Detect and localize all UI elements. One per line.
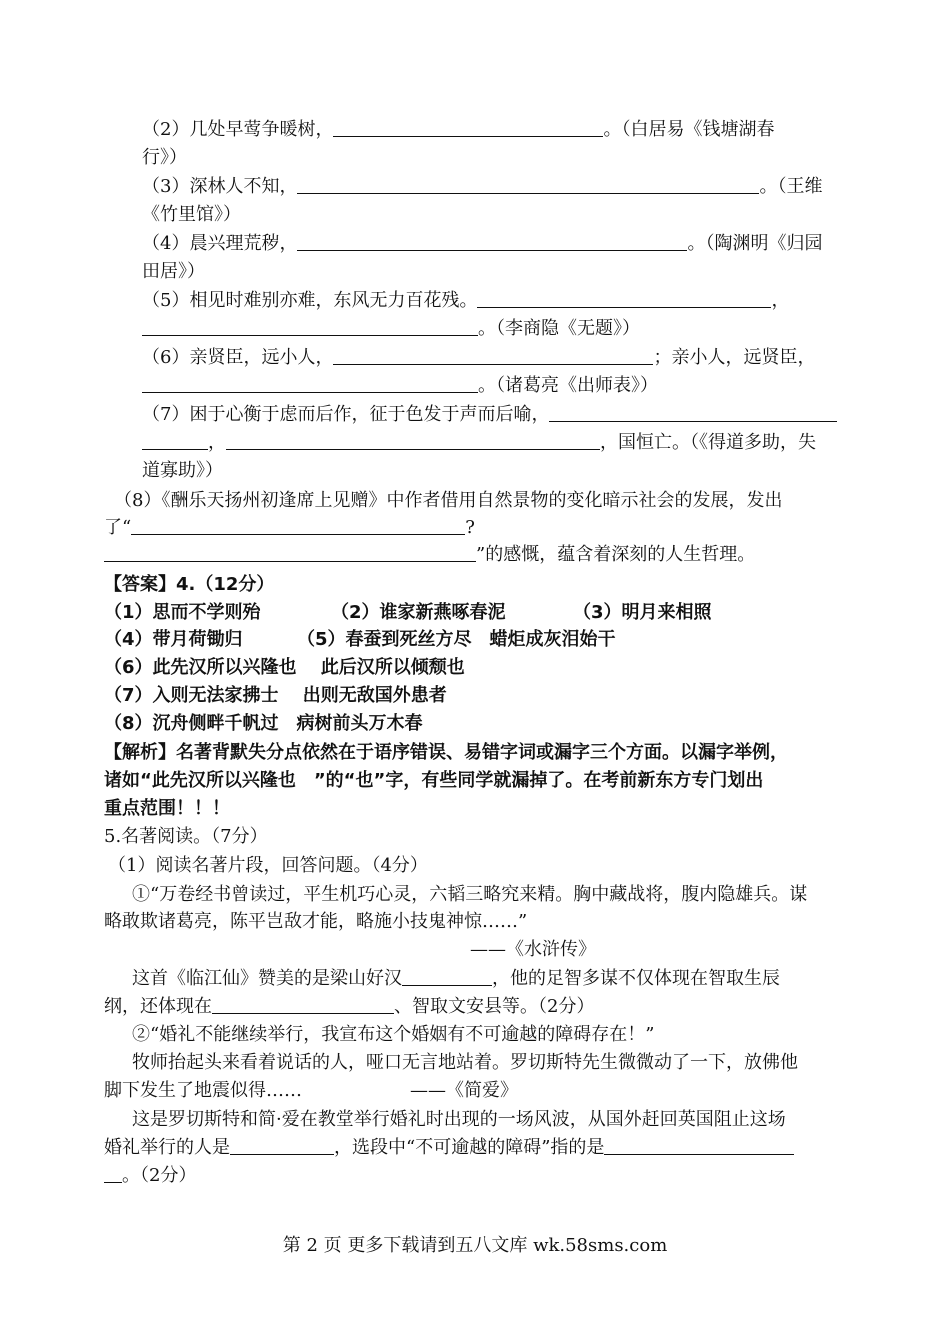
q5-source-2: ——《简爱》 [410,1080,518,1101]
answer-heading: 【答案】4.（12分） [104,574,275,595]
q4-item-5-cont: 。（李商隐《无题》） [142,317,640,341]
q4-item-3: （3）深林人不知， 。（王维 [142,176,823,197]
q4-item-8-cont: 了“ ? [104,517,475,538]
answer-blank[interactable] [297,175,759,194]
q5-passage-2a: ②“婚礼不能继续举行，我宣布这个婚姻有不可逾越的障碍存在！” [132,1024,655,1045]
answer-3: （3）明月来相照 [573,602,712,623]
q5-question-2c: 。（2分） [104,1164,196,1188]
answer-blank[interactable] [226,431,600,450]
q4-item-6-cont: 。（诸葛亮《出师表》） [142,374,658,398]
q5-sub1: （1）阅读名著片段，回答问题。（4分） [108,855,428,876]
q5-passage-2b: 牧师抬起头来看着说话的人，哑口无言地站着。罗切斯特先生微微动了一下，放佛他 [132,1052,798,1073]
answer-blank[interactable] [230,1136,334,1155]
answer-blank[interactable] [333,118,603,137]
answer-blank[interactable] [549,403,837,422]
answer-blank[interactable] [477,289,771,308]
answer-blank[interactable] [104,543,476,562]
answer-2: （2）谁家新燕啄春泥 [331,602,506,623]
q4-item-8-cont2: ”的感慨，蕴含着深刻的人生哲理。 [104,543,755,567]
q5-question-1b: 纲，还体现在 、智取文安县等。（2分） [104,996,595,1017]
answer-1: （1）思而不学则殆 [104,602,261,623]
q4-item-7: （7）困于心衡于虑而后作，征于色发于声而后喻， [142,403,837,427]
q5-title: 5.名著阅读。（7分） [104,826,268,847]
analysis-line-3: 重点范围！！！ [104,798,230,819]
answer-blank[interactable] [604,1136,794,1155]
q5-question-2a: 这是罗切斯特和简·爱在教堂举行婚礼时出现的一场风波，从国外赶回英国阻止这场 [132,1109,786,1130]
answer-blank[interactable] [142,317,478,336]
q5-passage-1b: 略敢欺诸葛亮，陈平岂敌才能，略施小技鬼神惊……” [104,911,528,932]
q5-passage-2c: 脚下发生了地震似得…… [104,1080,302,1101]
answer-blank[interactable] [131,516,465,535]
answer-blank[interactable] [142,431,208,450]
q4-item-4-cont: 田居》） [142,261,205,282]
q4-item-2-cont: 行》） [142,147,187,168]
q4-item-4: （4）晨兴理荒秽， 。（陶渊明《归园 [142,233,823,254]
page-footer: 第 2 页 更多下载请到五八文库 wk.58sms.com [282,1235,668,1256]
answer-8: （8）沉舟侧畔千帆过 病树前头万木春 [104,713,423,734]
q4-item-2: （2）几处早莺争暖树， 。（白居易《钱塘湖春 [142,119,775,140]
answer-6: （6）此先汉所以兴隆也 此后汉所以倾颓也 [104,657,465,678]
answer-blank[interactable] [333,346,653,365]
q5-source-1: ——《水浒传》 [470,939,596,960]
q5-question-1a: 这首《临江仙》赞美的是梁山好汉 ，他的足智多谋不仅体现在智取生辰 [132,968,780,989]
q4-item-3-cont: 《竹里馆》） [142,204,241,225]
answer-5: （5）春蚕到死丝方尽 蜡炬成灰泪始干 [297,629,616,650]
answer-7: （7）入则无法家拂士 出则无敌国外患者 [104,685,447,706]
analysis-line-1: 【解析】名著背默失分点依然在于语序错误、易错字词或漏字三个方面。以漏字举例， [104,742,788,763]
q4-item-5: （5）相见时难别亦难，东风无力百花残。 ， [142,290,790,311]
answer-4: （4）带月荷锄归 [104,629,243,650]
q4-item-7-cont: ， ，国恒亡。（《得道多助，失 [142,431,816,455]
q5-question-2b: 婚礼举行的人是 ，选段中“不可逾越的障碍”指的是 [104,1136,794,1160]
q4-item-7-cont2: 道寡助》） [142,460,223,481]
q4-item-6: （6）亲贤臣，远小人， ；亲小人，远贤臣， [142,347,816,368]
answer-blank[interactable] [104,1164,122,1183]
analysis-line-2: 诸如“此先汉所以兴隆也 ”的“也”字，有些同学就漏掉了。在考前新东方专门划出 [104,770,764,791]
q4-item-8: （8）《酬乐天扬州初逢席上见赠》中作者借用自然景物的变化暗示社会的发展，发出 [114,490,783,511]
answer-blank[interactable] [142,374,478,393]
answer-blank[interactable] [297,232,687,251]
q5-passage-1a: ①“万卷经书曾读过，平生机巧心灵，六韬三略究来精。胸中藏战将，腹内隐雄兵。谋 [132,884,808,905]
answer-blank[interactable] [402,967,492,986]
answer-blank[interactable] [212,995,394,1014]
